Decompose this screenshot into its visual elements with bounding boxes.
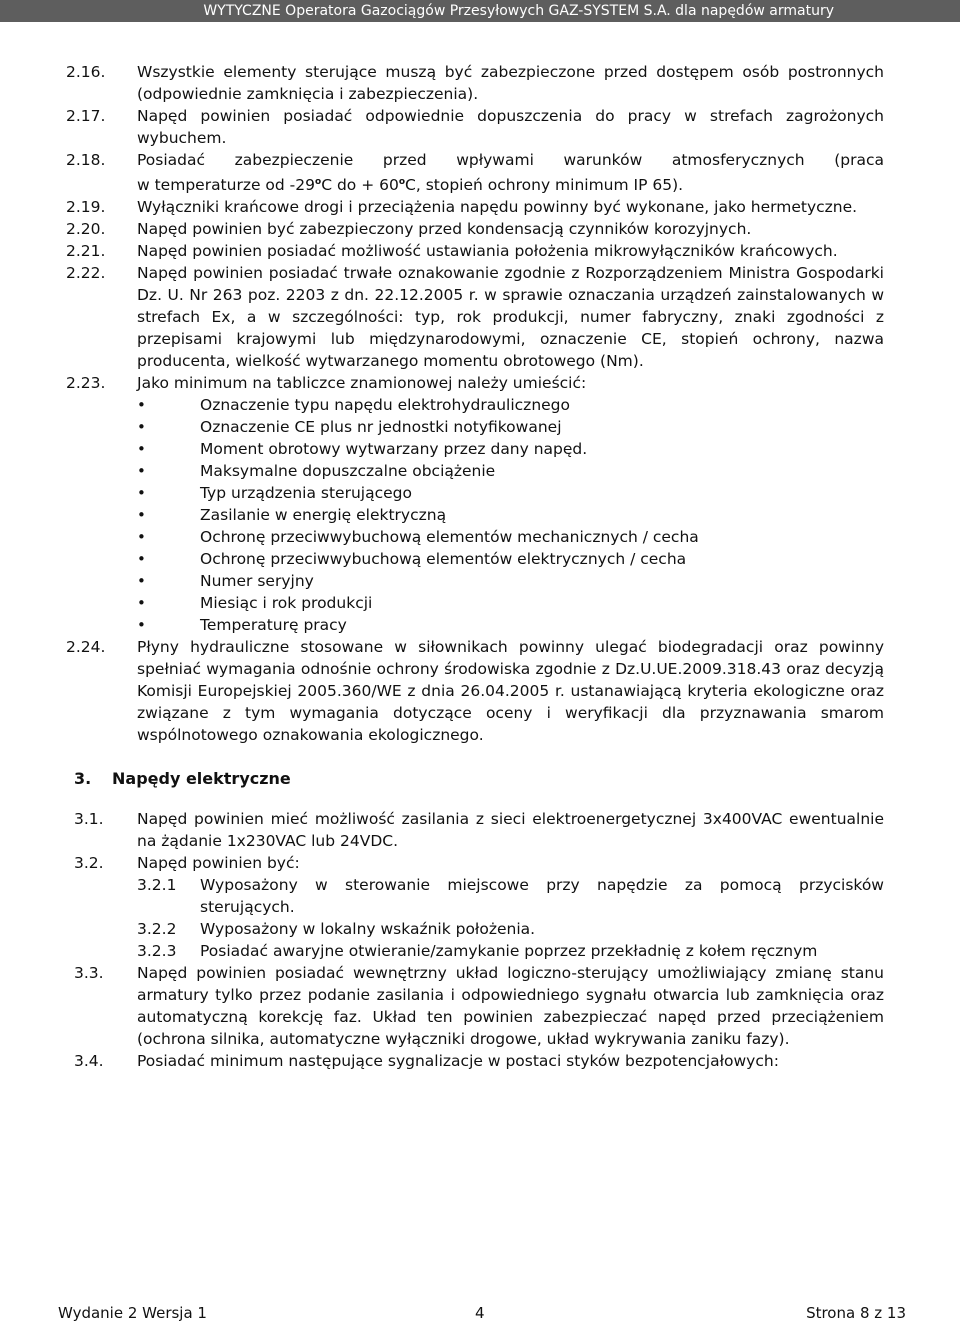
item-text: Napęd powinien posiadać trwałe oznakowanie zgodnie z Rozporządzeniem Ministra Gospodarki Dz. U. Nr 263 poz. 2203 z dn. 22.12.2005 r. w sprawie oznaczania urządzeń zainstalowanych w strefach Ex, a w szczególności: typ, rok produkcji, numer fabryczny, znaki zgodności z przepisami krajowymi lub międzynarodowymi, oznaczenie CE, stopień ochrony, nazwa producenta, wielkość wytwarzanego momentu obrotowego (Nm). xyxy=(137,264,884,370)
footer-center-number: 4 xyxy=(475,1304,485,1322)
list-item-2-22 xyxy=(66,262,884,372)
bullet-text: Ochronę przeciwwybuchową elementów elektrycznych / cecha xyxy=(200,550,687,568)
item-text: Napęd powinien być zabezpieczony przed kondensacją czynników korozyjnych. xyxy=(137,220,752,238)
page-header xyxy=(0,0,960,22)
item-text: Napęd powinien posiadać możliwość ustawiania położenia mikrowyłączników krańcowych. xyxy=(137,242,838,260)
bullet-text: Zasilanie w energię elektryczną xyxy=(200,506,447,524)
subitem-text: Posiadać awaryjne otwieranie/zamykanie poprzez przekładnię z kołem ręcznym xyxy=(200,942,818,960)
bullet-item xyxy=(137,548,884,570)
item-number: 3.4. xyxy=(74,1052,104,1070)
nameplate-bullet-list xyxy=(137,394,884,636)
footer-page-number: Strona 8 z 13 xyxy=(806,1304,906,1322)
item-text: Napęd powinien mieć możliwość zasilania z sieci elektroenergetycznej 3x400VAC ewentualnie na żądanie 1x230VAC lub 24VDC. xyxy=(137,810,884,850)
item-text xyxy=(137,852,884,962)
section-heading xyxy=(66,768,884,790)
bullet-item xyxy=(137,592,884,614)
bullet-text: Oznaczenie CE plus nr jednostki notyfikowanej xyxy=(200,418,562,436)
bullet-item xyxy=(137,460,884,482)
item-number: 2.21. xyxy=(66,242,106,260)
bullet-icon: • xyxy=(137,418,146,436)
bullet-item xyxy=(137,394,884,416)
list-item-3-4 xyxy=(66,1050,884,1072)
bullet-icon: • xyxy=(137,462,146,480)
bullet-text: Temperaturę pracy xyxy=(200,616,347,634)
bullet-text: Maksymalne dopuszczalne obciążenie xyxy=(200,462,496,480)
bullet-icon: • xyxy=(137,396,146,414)
item-text: Wyłączniki krańcowe drogi i przeciążenia napędu powinny być wykonane, jako hermetyczne. xyxy=(137,198,858,216)
list-item-2-20 xyxy=(66,218,884,240)
bullet-item xyxy=(137,416,884,438)
item-text-line2 xyxy=(137,171,884,196)
bullet-item xyxy=(137,482,884,504)
bullet-icon: • xyxy=(137,484,146,502)
bullet-text: Miesiąc i rok produkcji xyxy=(200,594,373,612)
bullet-item xyxy=(137,438,884,460)
bullet-icon: • xyxy=(137,616,146,634)
list-item-3-2 xyxy=(66,852,884,962)
list-item-2-19 xyxy=(66,196,884,218)
item-number: 2.16. xyxy=(66,63,106,81)
bullet-text: Numer seryjny xyxy=(200,572,314,590)
item-number: 2.23. xyxy=(66,374,106,392)
subitem-text: Wyposażony w lokalny wskaźnik położenia. xyxy=(200,920,536,938)
subitem-3-2-1 xyxy=(137,874,884,918)
bullet-item xyxy=(137,526,884,548)
bullet-text: Oznaczenie typu napędu elektrohydraulicznego xyxy=(200,396,571,414)
bullet-item xyxy=(137,504,884,526)
subitem-number: 3.2.1 xyxy=(137,876,177,894)
list-item-2-21 xyxy=(66,240,884,262)
subitem-3-2-2 xyxy=(137,918,884,940)
section-number: 3. xyxy=(74,769,92,788)
item-number: 3.1. xyxy=(74,810,104,828)
bullet-text: Moment obrotowy wytwarzany przez dany napęd. xyxy=(200,440,588,458)
subitem-3-2-3 xyxy=(137,940,884,962)
item-number: 2.18. xyxy=(66,151,106,169)
list-item-3-3 xyxy=(66,962,884,1050)
subitem-text: Wyposażony w sterowanie miejscowe przy napędzie za pomocą przycisków sterujących. xyxy=(200,876,884,916)
bullet-icon: • xyxy=(137,506,146,524)
item-text xyxy=(137,372,884,636)
temp-text-b: C do + 60 xyxy=(321,176,399,194)
item-number: 3.2. xyxy=(74,854,104,872)
item-number: 2.17. xyxy=(66,107,106,125)
list-item-2-23 xyxy=(66,372,884,636)
bullet-item xyxy=(137,570,884,592)
item-text-line1: Posiadać zabezpieczenie przed wpływami warunków atmosferycznych (praca xyxy=(137,151,884,169)
section-title: Napędy elektryczne xyxy=(112,769,291,788)
temp-text-a: w temperaturze od -29 xyxy=(137,176,316,194)
item-text: Napęd powinien posiadać wewnętrzny układ logiczno-sterujący umożliwiający zmianę stanu armatury tylko przez podanie zasilania i odpowiedniego sygnału otwarcia lub zamknięcia oraz automatyczną korekcję faz. Układ ten powinien zabezpieczać napęd przed przeciążeniem (ochrona silnika, automatyczne wyłączniki drogowe, układ wykrywania zaniku fazy). xyxy=(137,964,884,1048)
degree-sign: o xyxy=(398,177,406,187)
header-title: WYTYCZNE Operatora Gazociągów Przesyłowych GAZ-SYSTEM S.A. dla napędów armatury xyxy=(203,3,834,19)
bullet-icon: • xyxy=(137,550,146,568)
item-number: 2.24. xyxy=(66,638,106,656)
list-item-2-16 xyxy=(66,61,884,105)
item-number: 2.20. xyxy=(66,220,106,238)
list-item-2-17 xyxy=(66,105,884,149)
item-text: Płyny hydrauliczne stosowane w siłownikach powinny ulegać biodegradacji oraz powinny spełniać wymagania odnośnie ochrony środowiska zgodnie z Dz.U.UE.2009.318.43 oraz decyzją Komisji Europejskiej 2005.360/WE z dnia 26.04.2005 r. ustanawiającą kryteria ekologiczne oraz związane z tym wymagania dotyczące oceny i weryfikacji dla przyznawania smarom wspólnotowego oznakowania ekologicznego. xyxy=(137,638,884,744)
temp-text-c: C, stopień ochrony minimum IP 65). xyxy=(405,176,684,194)
subitem-number: 3.2.2 xyxy=(137,920,177,938)
item-number: 2.22. xyxy=(66,264,106,282)
item-number: 3.3. xyxy=(74,964,104,982)
bullet-icon: • xyxy=(137,572,146,590)
item-text-intro: Jako minimum na tabliczce znamionowej należy umieścić: xyxy=(137,374,587,392)
subitem-number: 3.2.3 xyxy=(137,942,177,960)
item-number: 2.19. xyxy=(66,198,106,216)
item-text: Posiadać minimum następujące sygnalizacje w postaci styków bezpotencjałowych: xyxy=(137,1052,779,1070)
document-body xyxy=(66,61,884,1072)
item-text: Napęd powinien posiadać odpowiednie dopuszczenia do pracy w strefach zagrożonych wybuchem. xyxy=(137,107,884,147)
item-text: Wszystkie elementy sterujące muszą być zabezpieczone przed dostępem osób postronnych (odpowiednie zamknięcia i zabezpieczenia). xyxy=(137,63,884,103)
degree-sign: o xyxy=(315,177,322,187)
bullet-icon: • xyxy=(137,440,146,458)
list-item-3-1 xyxy=(66,808,884,852)
bullet-text: Typ urządzenia sterującego xyxy=(200,484,412,502)
bullet-icon: • xyxy=(137,528,146,546)
list-item-2-18 xyxy=(66,149,884,196)
bullet-item xyxy=(137,614,884,636)
item-text xyxy=(137,149,884,196)
bullet-text: Ochronę przeciwwybuchową elementów mechanicznych / cecha xyxy=(200,528,699,546)
item-text-intro: Napęd powinien być: xyxy=(137,854,300,872)
bullet-icon: • xyxy=(137,594,146,612)
list-item-2-24 xyxy=(66,636,884,746)
footer-edition: Wydanie 2 Wersja 1 xyxy=(58,1304,207,1322)
